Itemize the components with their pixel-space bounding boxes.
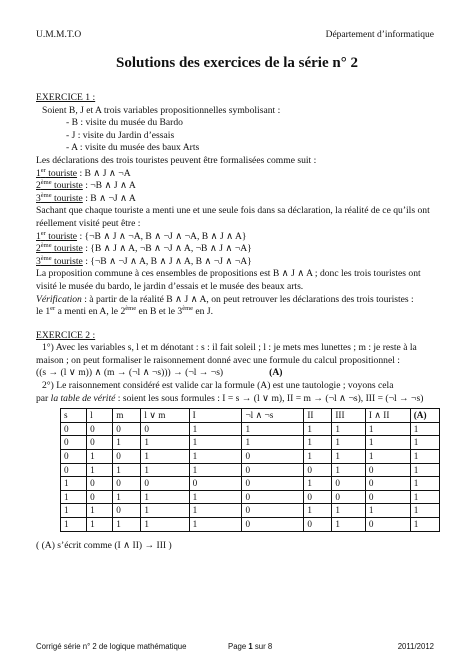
- truth-table-cell: 1: [242, 422, 304, 436]
- truth-table-header-cell: I ∧ II: [365, 409, 410, 423]
- truth-table-cell: 1: [141, 450, 189, 464]
- truth-table-header-cell: III: [332, 409, 366, 423]
- table-row: [61, 463, 440, 477]
- ex1-verification: [36, 294, 440, 307]
- declaration-line-ordinal-sup: ème: [40, 191, 52, 199]
- truth-table-cell: 0: [242, 504, 304, 518]
- truth-table-cell: 0: [141, 477, 189, 491]
- ex1-variable-item: - J : visite du Jardin d’essais: [66, 129, 175, 141]
- truth-table-term: la table de vérité: [50, 392, 116, 404]
- header-department: Département d’informatique: [325, 30, 434, 40]
- footer-page-current: 1: [248, 642, 253, 651]
- ex1-variable-list: [36, 117, 440, 155]
- truth-table-body: [61, 422, 440, 531]
- reality-set-line-label: [36, 256, 83, 267]
- truth-table-cell: 1: [113, 436, 141, 450]
- truth-table-cell: 1: [332, 504, 366, 518]
- truth-table-cell: 1: [410, 490, 439, 504]
- declaration-line-formula: : ¬B ∧ J ∧ A: [82, 180, 136, 192]
- truth-table-cell: 1: [410, 450, 439, 464]
- ex1-common-line-2: visité le musée du bardo, le jardin d’essais et le musée des beaux arts.: [36, 280, 304, 292]
- truth-table-cell: 0: [61, 450, 87, 464]
- ex1-verification-line-2: [36, 306, 440, 319]
- ex1-sachant-line-1: Sachant que chaque touriste a menti une et une seule fois dans sa déclaration, la réalité de ce qu’ils ont: [36, 205, 430, 217]
- truth-table-cell: 1: [61, 490, 87, 504]
- truth-table-cell: 0: [365, 490, 410, 504]
- truth-table-cell: 1: [87, 504, 113, 518]
- reality-set-line: [36, 243, 440, 256]
- ex1-declarations-intro: Les déclarations des trois touristes peuvent être formalisées comme suit :: [36, 154, 317, 166]
- truth-table-cell: 1: [189, 422, 242, 436]
- ex2-part2-line-1: 2°) Le raisonnement considéré est valide car la formule (A) est une tautologie ; voyons cela: [42, 380, 394, 392]
- truth-table-cell: 1: [113, 463, 141, 477]
- declaration-line-label: [36, 193, 83, 204]
- truth-table-cell: 0: [113, 450, 141, 464]
- table-row: [61, 477, 440, 491]
- truth-table-cell: 0: [242, 490, 304, 504]
- reality-set-line-label: [36, 243, 83, 254]
- table-row: [61, 422, 440, 436]
- truth-table-cell: 0: [365, 463, 410, 477]
- truth-table-cell: 1: [304, 504, 332, 518]
- reality-set-line-label-text: touriste: [45, 230, 78, 242]
- truth-table-header-cell: ¬l ∧ ¬s: [242, 409, 304, 423]
- ex1-variable-item: - A : visite du musée des baux Arts: [66, 142, 200, 154]
- truth-table-cell: 1: [304, 450, 332, 464]
- truth-table-cell: 1: [189, 504, 242, 518]
- truth-table-cell: 1: [141, 490, 189, 504]
- reality-set-line-ordinal: 2: [36, 243, 41, 255]
- table-row: [61, 450, 440, 464]
- declaration-line-label-text: touriste: [51, 192, 83, 204]
- declaration-line-ordinal: 3: [36, 192, 41, 204]
- truth-table-cell: 0: [113, 504, 141, 518]
- reality-set-line-ordinal-sup: ème: [40, 241, 52, 249]
- truth-table-cell: 1: [189, 518, 242, 532]
- truth-table-cell: 0: [87, 490, 113, 504]
- verif-part-c: en B et le 3: [136, 306, 183, 318]
- footer-page-number: [228, 642, 272, 651]
- truth-table-header-cell: I: [189, 409, 242, 423]
- truth-table-cell: 1: [141, 436, 189, 450]
- ex1-declarations: [36, 168, 440, 206]
- declaration-line: [36, 180, 440, 193]
- truth-table-cell: 1: [332, 436, 366, 450]
- truth-table-cell: 0: [87, 436, 113, 450]
- table-row: [61, 518, 440, 532]
- reality-set-line-formula: : {B ∧ J ∧ A, ¬B ∧ ¬J ∧ A, ¬B ∧ J ∧ ¬A}: [82, 243, 252, 255]
- truth-table-header-cell: m: [113, 409, 141, 423]
- reality-set-line-ordinal-sup: ème: [40, 254, 52, 262]
- truth-table-cell: 0: [332, 490, 366, 504]
- truth-table-cell: 1: [87, 450, 113, 464]
- ex2-formula-line: [36, 367, 440, 380]
- truth-table-cell: 1: [410, 477, 439, 491]
- truth-table-cell: 1: [189, 463, 242, 477]
- truth-table-cell: 1: [410, 463, 439, 477]
- truth-table-cell: 0: [87, 422, 113, 436]
- truth-table-cell: 0: [332, 477, 366, 491]
- truth-table-cell: 0: [242, 450, 304, 464]
- footer-page-prefix: Page: [228, 642, 249, 651]
- header-institution: U.M.M.T.O: [36, 30, 82, 40]
- ex1-sachant-line-2: réellement visité peut être :: [36, 217, 141, 229]
- truth-table-cell: 0: [189, 477, 242, 491]
- formula-tag: (A): [269, 367, 283, 379]
- truth-table-cell: 1: [61, 518, 87, 532]
- declaration-line-label: [36, 180, 83, 191]
- truth-table-cell: 0: [242, 463, 304, 477]
- declaration-line-ordinal: 2: [36, 180, 41, 192]
- reality-set-line: [36, 256, 440, 269]
- truth-table-cell: 0: [365, 518, 410, 532]
- truth-table-header-cell: l: [87, 409, 113, 423]
- exercise-2-title: EXERCICE 2 :: [36, 329, 96, 341]
- truth-table-cell: 1: [332, 518, 366, 532]
- truth-table-cell: 1: [87, 463, 113, 477]
- truth-table-cell: 0: [242, 477, 304, 491]
- declaration-line-ordinal-sup: er: [40, 166, 46, 174]
- truth-table-cell: 1: [410, 422, 439, 436]
- reality-set-line-label: [36, 231, 77, 242]
- document-body: [36, 92, 440, 552]
- table-row: [61, 436, 440, 450]
- declaration-line: [36, 193, 440, 206]
- truth-table-cell: 1: [189, 436, 242, 450]
- footer-page-suffix: sur 8: [252, 642, 273, 651]
- truth-table-cell: 1: [365, 504, 410, 518]
- reality-set-line-ordinal: 1: [36, 230, 41, 242]
- declaration-line-ordinal: 1: [36, 167, 41, 179]
- truth-table-header-row: [61, 409, 440, 423]
- verif-part-d: en J.: [193, 306, 213, 318]
- ex2-part1-line-1: 1°) Avec les variables s, l et m dénotant : s : il fait soleil ; l : je mets mes lunettes ; m : je reste à la: [42, 342, 417, 354]
- declaration-line-ordinal-sup: ème: [40, 178, 52, 186]
- truth-table-cell: 1: [365, 436, 410, 450]
- truth-table-cell: 1: [87, 518, 113, 532]
- truth-table-cell: 1: [113, 490, 141, 504]
- verif-sup-a: er: [50, 304, 56, 312]
- ex1-variable-item: - B : visite du musée du Bardo: [66, 117, 183, 129]
- declaration-line-label: [36, 168, 77, 179]
- ex1-intro: Soient B, J et A trois variables propositionnelles symbolisant :: [42, 104, 281, 116]
- truth-table-cell: 1: [189, 450, 242, 464]
- reality-set-line-ordinal-sup: er: [40, 229, 46, 237]
- reality-set-line-label-text: touriste: [51, 243, 83, 255]
- truth-table-cell: 1: [332, 422, 366, 436]
- truth-table-header-cell: s: [61, 409, 87, 423]
- truth-table-cell: 1: [304, 436, 332, 450]
- truth-table-cell: 0: [113, 422, 141, 436]
- verif-sup-b: ème: [125, 304, 137, 312]
- reality-set-line: [36, 231, 440, 244]
- formula-A: ((s → (l ∨ m)) ∧ (m → (¬l ∧ ¬s))) → (¬l → ¬s): [36, 367, 224, 379]
- truth-table-cell: 0: [61, 422, 87, 436]
- verif-part-a: le 1: [36, 306, 51, 318]
- truth-table-header-cell: l ∨ m: [141, 409, 189, 423]
- reality-set-line-ordinal: 3: [36, 255, 41, 267]
- declaration-line-label-text: touriste: [51, 180, 83, 192]
- ex2-part1-line-2: maison ; on peut formaliser le raisonnement donné avec une formule du calcul propositionnel :: [36, 354, 400, 366]
- truth-table-cell: 1: [141, 518, 189, 532]
- verif-part-b: a menti en A, le 2: [55, 306, 126, 318]
- truth-table-cell: 1: [61, 477, 87, 491]
- declaration-line-label-text: touriste: [45, 167, 78, 179]
- reality-set-line-label-text: touriste: [51, 255, 83, 267]
- declaration-line-formula: : B ∧ ¬J ∧ A: [82, 192, 136, 204]
- declaration-line: [36, 168, 440, 181]
- reality-set-line-formula: : {¬B ∧ ¬J ∧ A, B ∧ J ∧ A, B ∧ ¬J ∧ ¬A}: [82, 255, 252, 267]
- truth-table-cell: 0: [87, 477, 113, 491]
- truth-table-cell: 1: [141, 463, 189, 477]
- truth-table-cell: 1: [113, 518, 141, 532]
- truth-table-cell: 1: [365, 450, 410, 464]
- page-title: Solutions des exercices de la série n° 2: [116, 55, 358, 71]
- truth-table-header-cell: (A): [410, 409, 439, 423]
- truth-table-cell: 1: [141, 504, 189, 518]
- truth-table-cell: 0: [242, 518, 304, 532]
- truth-table-cell: 1: [242, 436, 304, 450]
- truth-table-cell: 0: [113, 477, 141, 491]
- truth-table-header-cell: II: [304, 409, 332, 423]
- ex2-final-note: ( (A) s’écrit comme (I ∧ II) → III ): [36, 539, 172, 551]
- truth-table-cell: 1: [189, 490, 242, 504]
- verif-sup-c: ème: [182, 304, 194, 312]
- truth-table-cell: 1: [61, 504, 87, 518]
- truth-table-cell: 0: [141, 422, 189, 436]
- table-row: [61, 504, 440, 518]
- truth-table-cell: 1: [332, 450, 366, 464]
- part2-text-a: par: [36, 392, 51, 404]
- truth-table-cell: 1: [365, 422, 410, 436]
- verification-label: Vérification: [36, 293, 82, 305]
- truth-table-cell: 1: [332, 463, 366, 477]
- footer-course: Corrigé série n° 2 de logique mathématique: [36, 642, 187, 651]
- footer-year: 2011/2012: [397, 642, 434, 651]
- ex1-common-line-1: La proposition commune à ces ensembles de propositions est B ∧ J ∧ A ; donc les trois touristes ont: [36, 268, 421, 280]
- ex1-reality-sets: [36, 231, 440, 269]
- exercise-1-title: EXERCICE 1 :: [36, 92, 96, 103]
- truth-table-cell: 0: [304, 463, 332, 477]
- part2-text-c: : soient les sous formules : I = s → (l ∨ m), II = m → (¬l ∧ ¬s), III = (¬l → ¬s): [115, 392, 424, 404]
- truth-table-cell: 1: [304, 422, 332, 436]
- ex2-part2-line-2: [36, 393, 440, 406]
- truth-table-cell: 0: [304, 490, 332, 504]
- verification-text: : à partir de la réalité B ∧ J ∧ A, on peut retrouver les déclarations des trois touristes :: [81, 293, 414, 305]
- truth-table-cell: 1: [410, 436, 439, 450]
- truth-table-cell: 0: [61, 436, 87, 450]
- truth-table-cell: 0: [61, 463, 87, 477]
- truth-table-cell: 0: [304, 518, 332, 532]
- truth-table-cell: 1: [304, 477, 332, 491]
- reality-set-line-formula: : {¬B ∧ J ∧ ¬A, B ∧ ¬J ∧ ¬A, B ∧ J ∧ A}: [77, 230, 247, 242]
- truth-table: [60, 408, 440, 531]
- truth-table-cell: 1: [410, 504, 439, 518]
- table-row: [61, 490, 440, 504]
- declaration-line-formula: : B ∧ J ∧ ¬A: [77, 167, 131, 179]
- truth-table-cell: 1: [410, 518, 439, 532]
- truth-table-cell: 0: [365, 477, 410, 491]
